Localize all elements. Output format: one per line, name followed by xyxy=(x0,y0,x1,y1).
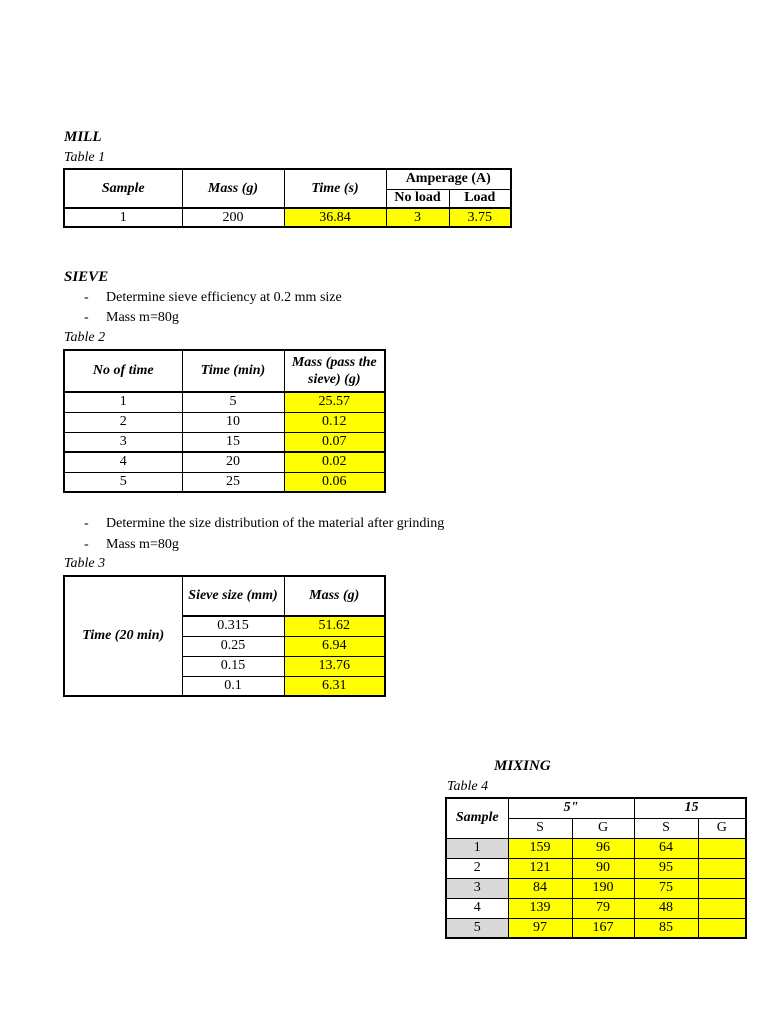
table2-cell-no: 5 xyxy=(64,472,182,492)
table3-caption: Table 3 xyxy=(64,556,106,571)
table4-header-g2: G xyxy=(698,818,746,838)
table4-cell-s: 159 xyxy=(508,838,572,858)
table1-cell-sample: 1 xyxy=(64,208,182,227)
table3-cell-size: 0.25 xyxy=(182,636,284,656)
table1-header-mass: Mass (g) xyxy=(182,169,284,208)
table2-cell-time: 5 xyxy=(182,392,284,412)
table2-caption: Table 2 xyxy=(64,330,106,345)
table4-cell-s2: 75 xyxy=(634,878,698,898)
table4-cell-g2 xyxy=(698,858,746,878)
table4-header-s: S xyxy=(508,818,572,838)
table2-cell-mass: 0.12 xyxy=(284,412,385,432)
table4-cell-g: 190 xyxy=(572,878,634,898)
table-row xyxy=(446,898,746,918)
table4-header-group-1: 5" xyxy=(508,798,634,818)
table1-header-no-load: No load xyxy=(386,189,449,208)
table4-header-g: G xyxy=(572,818,634,838)
table4-header-group-2: 15 xyxy=(634,798,746,818)
table2-cell-no: 1 xyxy=(64,392,182,412)
table2-cell-time: 15 xyxy=(182,432,284,452)
table-row xyxy=(64,432,385,452)
table1-header-time: Time (s) xyxy=(284,169,386,208)
table1-header-amperage: Amperage (A) xyxy=(386,169,511,189)
table4-cell-sample: 5 xyxy=(446,918,508,938)
table3-header-mass: Mass (g) xyxy=(284,576,385,616)
table4 xyxy=(445,797,747,939)
table-row xyxy=(64,392,385,412)
table3-row-label: Time (20 min) xyxy=(64,576,182,696)
table3 xyxy=(63,575,386,697)
table4-header-sample: Sample xyxy=(446,798,508,838)
mixing-heading: MIXING xyxy=(494,758,551,774)
table2-cell-time: 10 xyxy=(182,412,284,432)
table3-cell-mass: 51.62 xyxy=(284,616,385,636)
table4-caption: Table 4 xyxy=(447,779,489,794)
table4-cell-s2: 95 xyxy=(634,858,698,878)
distribution-bullet-2: - Mass m=80g xyxy=(84,537,179,552)
table1-cell-time: 36.84 xyxy=(284,208,386,227)
table4-cell-s: 139 xyxy=(508,898,572,918)
table2-cell-no: 2 xyxy=(64,412,182,432)
table4-header-s2: S xyxy=(634,818,698,838)
table-row xyxy=(446,858,746,878)
table1-header-sample: Sample xyxy=(64,169,182,208)
sieve-bullet-2: - Mass m=80g xyxy=(84,310,179,325)
table-row xyxy=(64,452,385,472)
table2-cell-mass: 25.57 xyxy=(284,392,385,412)
table4-cell-s2: 64 xyxy=(634,838,698,858)
table2-cell-mass: 0.06 xyxy=(284,472,385,492)
table4-cell-g: 167 xyxy=(572,918,634,938)
mill-heading: MILL xyxy=(64,129,102,145)
table1-cell-mass: 200 xyxy=(182,208,284,227)
table3-cell-mass: 13.76 xyxy=(284,656,385,676)
table2-cell-mass: 0.07 xyxy=(284,432,385,452)
table1-header-load: Load xyxy=(449,189,511,208)
table1-cell-load: 3.75 xyxy=(449,208,511,227)
table4-clip xyxy=(445,797,727,942)
table3-cell-mass: 6.31 xyxy=(284,676,385,696)
table3-cell-size: 0.315 xyxy=(182,616,284,636)
table4-cell-s: 121 xyxy=(508,858,572,878)
table4-cell-s2: 48 xyxy=(634,898,698,918)
table-row xyxy=(446,918,746,938)
table2-header-mass: Mass (pass the sieve) (g) xyxy=(284,350,385,392)
table2 xyxy=(63,349,386,493)
table2-cell-no: 3 xyxy=(64,432,182,452)
table-row xyxy=(64,472,385,492)
table2-cell-time: 25 xyxy=(182,472,284,492)
table4-cell-g2 xyxy=(698,878,746,898)
table4-cell-s: 97 xyxy=(508,918,572,938)
table4-cell-g2 xyxy=(698,898,746,918)
table4-cell-sample: 2 xyxy=(446,858,508,878)
table4-cell-sample: 3 xyxy=(446,878,508,898)
table-row xyxy=(446,838,746,858)
table1 xyxy=(63,168,512,228)
table2-cell-time: 20 xyxy=(182,452,284,472)
table3-cell-size: 0.1 xyxy=(182,676,284,696)
table3-header-sieve-size: Sieve size (mm) xyxy=(182,576,284,616)
sieve-heading: SIEVE xyxy=(64,269,109,285)
table2-cell-no: 4 xyxy=(64,452,182,472)
table1-caption: Table 1 xyxy=(64,150,106,165)
table4-cell-g: 79 xyxy=(572,898,634,918)
table1-cell-no-load: 3 xyxy=(386,208,449,227)
table4-cell-s2: 85 xyxy=(634,918,698,938)
table4-cell-s: 84 xyxy=(508,878,572,898)
sieve-bullet-1: - Determine sieve efficiency at 0.2 mm size xyxy=(84,290,342,305)
table3-cell-size: 0.15 xyxy=(182,656,284,676)
table4-cell-g2 xyxy=(698,838,746,858)
table2-cell-mass: 0.02 xyxy=(284,452,385,472)
table-row xyxy=(64,208,511,227)
table-row xyxy=(64,412,385,432)
table4-cell-g: 96 xyxy=(572,838,634,858)
table2-header-no: No of time xyxy=(64,350,182,392)
table2-header-time: Time (min) xyxy=(182,350,284,392)
table4-cell-g2 xyxy=(698,918,746,938)
table4-cell-sample: 1 xyxy=(446,838,508,858)
table4-cell-sample: 4 xyxy=(446,898,508,918)
table3-cell-mass: 6.94 xyxy=(284,636,385,656)
distribution-bullet-1: - Determine the size distribution of the material after grinding xyxy=(84,516,445,531)
table4-cell-g: 90 xyxy=(572,858,634,878)
table-row xyxy=(446,878,746,898)
